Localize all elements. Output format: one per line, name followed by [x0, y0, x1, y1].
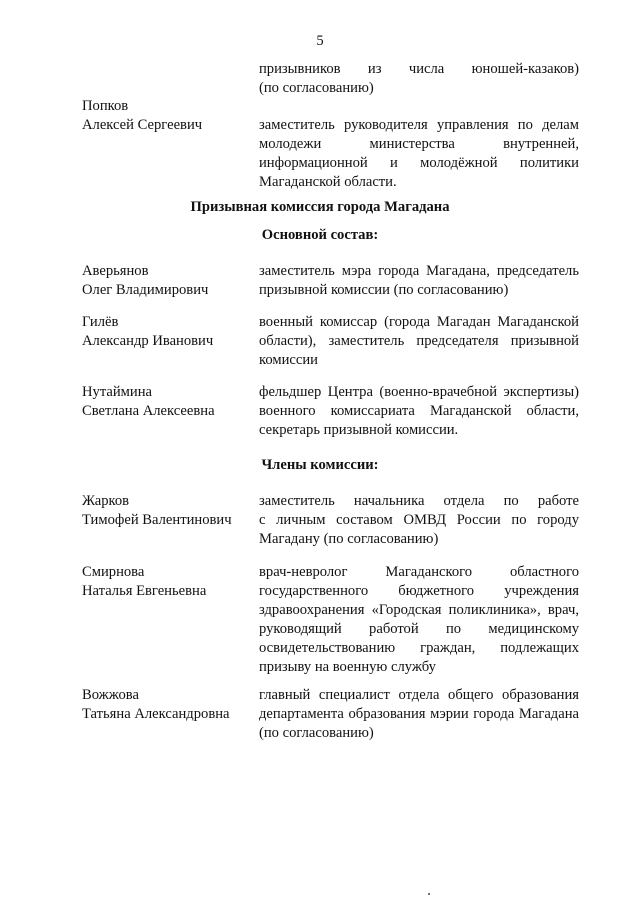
- text-line: призывной комиссии (по согласованию): [259, 282, 509, 298]
- text-line: области), заместитель председателя призывной: [259, 333, 579, 349]
- text-line: с личным составом ОМВД России по городу: [259, 512, 579, 528]
- text-line: молодежи министерства внутренней,: [259, 136, 579, 152]
- member-given-names: Алексей Сергеевич: [82, 117, 203, 133]
- text-line: комиссии: [259, 352, 318, 368]
- text-line: здравоохранения «Городская поликлиника», врач,: [259, 602, 579, 618]
- member-given-names: Олег Владимирович: [82, 282, 209, 298]
- text-line: (по согласованию): [259, 80, 374, 96]
- member-position-zharkov: [259, 492, 579, 549]
- text-line: государственного бюджетного учреждения: [259, 583, 579, 599]
- text-line: врач-невролог Магаданского областного: [259, 564, 579, 580]
- text-line: (по согласованию): [259, 725, 374, 741]
- member-name-zharkov: [82, 492, 252, 530]
- member-surname: Смирнова: [82, 564, 145, 580]
- member-given-names: Тимофей Валентинович: [82, 512, 232, 528]
- continuation-text: [259, 60, 579, 98]
- text-line: заместитель мэра города Магадана, председатель: [259, 263, 579, 279]
- text-line: информационной и молодёжной политики: [259, 155, 579, 171]
- text-line: освидетельствованию граждан, подлежащих: [259, 640, 579, 656]
- members-title: Члены комиссии:: [261, 457, 379, 473]
- main-composition-title: Основной состав:: [261, 227, 379, 243]
- member-name-gilyov: [82, 313, 252, 351]
- member-position-smirnova: [259, 563, 579, 677]
- text-line: призыву на военную службу: [259, 659, 436, 675]
- member-name-smirnova: [82, 563, 252, 601]
- member-given-names: Наталья Евгеньевна: [82, 583, 207, 599]
- text-line: военного комиссариата Магаданской области,: [259, 403, 579, 419]
- scan-dot: [428, 893, 430, 895]
- member-surname: Попков: [82, 98, 129, 114]
- member-name-averyanov: [82, 262, 252, 300]
- text-line: заместитель начальника отдела по работе: [259, 493, 579, 509]
- text-line: Магадану (по согласованию): [259, 531, 439, 547]
- member-position-vozhzhova: [259, 686, 579, 743]
- member-position-popkov: [259, 116, 579, 192]
- text-line: заместитель руководителя управления по делам: [259, 117, 579, 133]
- member-surname: Нутаймина: [82, 384, 153, 400]
- member-surname: Гилёв: [82, 314, 119, 330]
- text-line: руководящий работой по медицинскому: [259, 621, 579, 637]
- text-line: фельдшер Центра (военно-врачебной экспертизы): [259, 384, 579, 400]
- member-given-names: Александр Иванович: [82, 333, 214, 349]
- text-line: главный специалист отдела общего образования: [259, 687, 579, 703]
- text-line: призывников из числа юношей-казаков): [259, 61, 579, 77]
- member-given-names: Татьяна Александровна: [82, 706, 230, 722]
- member-name-vozhzhova: [82, 686, 252, 724]
- member-position-gilyov: [259, 313, 579, 370]
- text-line: военный комиссар (города Магадан Магаданской: [259, 314, 579, 330]
- member-name-popkov: [82, 97, 252, 135]
- text-line: секретарь призывной комиссии.: [259, 422, 459, 438]
- text-line: департамента образования мэрии города Магадана: [259, 706, 579, 722]
- member-surname: Жарков: [82, 493, 130, 509]
- text-line: Магаданской области.: [259, 174, 397, 190]
- member-given-names: Светлана Алексеевна: [82, 403, 215, 419]
- member-surname: Вожжова: [82, 687, 139, 703]
- member-position-averyanov: [259, 262, 579, 300]
- commission-title: Призывная комиссия города Магадана: [190, 199, 450, 215]
- page-number: 5: [316, 33, 324, 49]
- member-surname: Аверьянов: [82, 263, 149, 279]
- member-name-nutaymina: [82, 383, 252, 421]
- member-position-nutaymina: [259, 383, 579, 440]
